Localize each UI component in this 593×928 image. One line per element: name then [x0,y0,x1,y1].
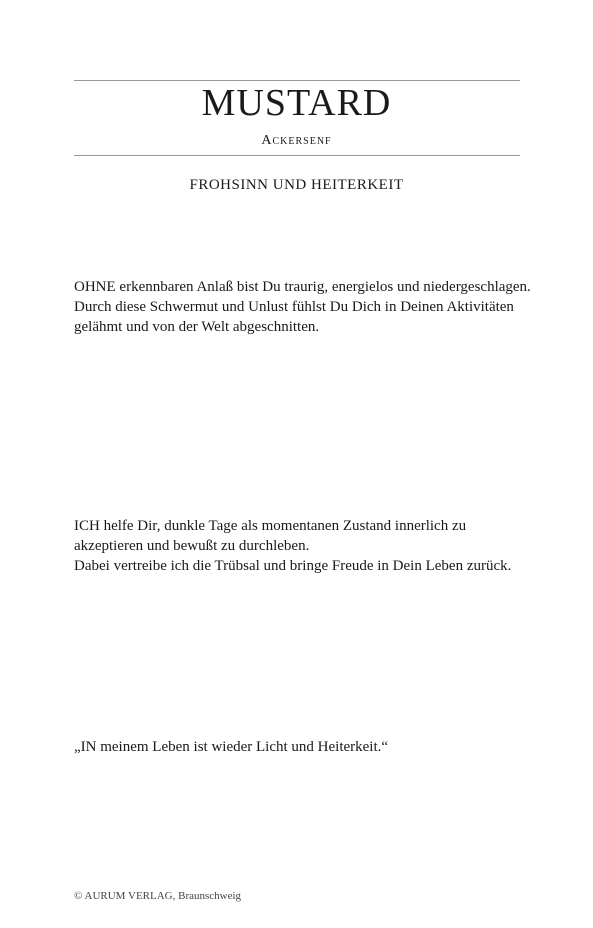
help-text-2: Dabei vertreibe ich die Trübsal und bringe Freude in Dein Leben zurück. [74,558,512,574]
help-text-1: ICH helfe Dir, dunkle Tage als momentanen Zustand innerlich zu akzeptieren und bewußt zu durchleben. [74,518,467,554]
problem-text-2: Durch diese Schwermut und Unlust fühlst Du Dich in Deinen Aktivitäten gelähmt und von der Welt abgeschnitten. [74,299,514,335]
problem-paragraph [74,277,534,337]
bottom-rule [74,155,520,156]
card-title: MUSTARD [201,82,392,124]
card-subtitle: Ackersenf [261,133,332,148]
publisher-footer: © AURUM VERLAG, Braunschweig [74,890,242,902]
problem-text-1: OHNE erkennbaren Anlaß bist Du traurig, energielos und niedergeschlagen. [74,279,531,295]
help-paragraph [74,516,534,576]
affirmation: „IN meinem Leben ist wieder Licht und Heiterkeit.“ [74,739,389,755]
top-rule [74,80,520,81]
card-theme: FROHSINN UND HEITERKEIT [189,177,404,193]
